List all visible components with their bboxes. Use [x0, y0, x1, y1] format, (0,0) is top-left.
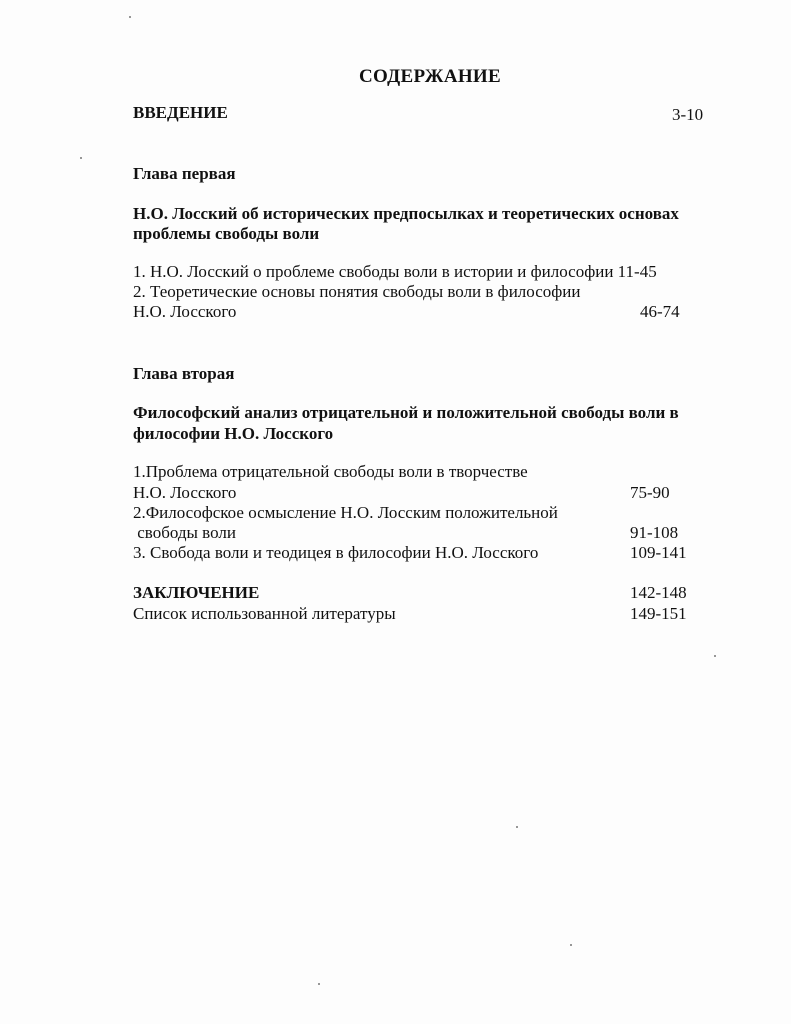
conclusion-pages: 142-148	[630, 583, 687, 602]
chapter2-title-line2: философии Н.О. Лосского	[133, 424, 334, 443]
chapter2-heading: Глава вторая	[133, 364, 235, 383]
chapter1-title-line2: проблемы свободы воли	[133, 224, 320, 243]
scan-speck	[129, 16, 131, 18]
chapter1-title-line1: Н.О. Лосский об исторических предпосылках и теоретических основах	[133, 204, 679, 223]
chapter2-item2-pages: 91-108	[630, 523, 679, 542]
chapter1-item2-line1: 2. Теоретические основы понятия свободы воли в философии	[133, 282, 581, 301]
chapter2-title-line1: Философский анализ отрицательной и положительной свободы воли в	[133, 403, 679, 422]
chapter1-item1: 1. Н.О. Лосский о проблеме свободы воли в истории и философии 11-45	[133, 262, 657, 281]
chapter2-item2-line1: 2.Философское осмысление Н.О. Лосским положительной	[133, 503, 558, 522]
chapter2-item1-line1: 1.Проблема отрицательной свободы воли в творчестве	[133, 462, 528, 481]
chapter1-item2-line2: Н.О. Лосского	[133, 302, 237, 321]
chapter2-item1-pages: 75-90	[630, 483, 670, 502]
bibliography-label: Список использованной литературы	[133, 604, 396, 623]
intro-label: ВВЕДЕНИЕ	[133, 103, 228, 122]
chapter2-item1-line2: Н.О. Лосского	[133, 483, 237, 502]
chapter2-item3: 3. Свобода воли и теодицея в философии Н.О. Лосского	[133, 543, 539, 562]
scan-speck	[714, 655, 716, 657]
chapter1-heading: Глава первая	[133, 164, 236, 183]
scan-speck	[318, 983, 320, 985]
scan-speck	[570, 944, 572, 946]
chapter1-item2-pages: 46-74	[640, 302, 680, 321]
conclusion-label: ЗАКЛЮЧЕНИЕ	[133, 583, 260, 602]
intro-pages: 3-10	[672, 105, 704, 124]
chapter2-item3-pages: 109-141	[630, 543, 687, 562]
bibliography-pages: 149-151	[630, 604, 687, 623]
chapter2-item2-line2: свободы воли	[133, 523, 236, 542]
page-title: СОДЕРЖАНИЕ	[359, 66, 501, 87]
scan-speck	[80, 157, 82, 159]
scan-speck	[516, 826, 518, 828]
